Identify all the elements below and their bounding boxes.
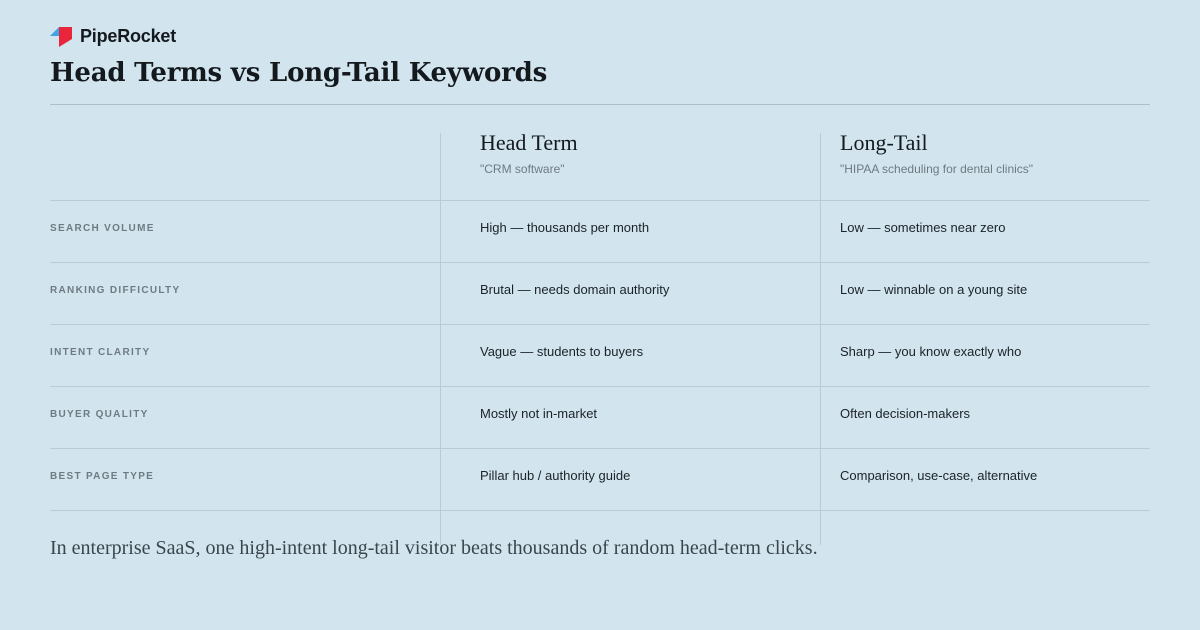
row-divider [50,262,1150,263]
row-divider [50,510,1150,511]
cell-long-tail-ranking-difficulty: Low — winnable on a young site [840,282,1028,297]
row-divider [50,386,1150,387]
cell-head-ranking-difficulty: Brutal — needs domain authority [480,282,670,297]
title-divider [50,104,1150,105]
column-header-long-tail [840,131,1033,176]
row-divider [50,200,1150,201]
page-title: Head Terms vs Long-Tail Keywords [50,58,548,88]
column-example: "HIPAA scheduling for dental clinics" [840,162,1034,176]
cell-head-best-page-type: Pillar hub / authority guide [480,468,631,483]
column-header-head-term [480,131,578,176]
row-label-buyer-quality: BUYER QUALITY [50,409,149,420]
column-divider-long-tail [820,133,821,545]
piperocket-logo-icon [50,24,74,48]
row-divider [50,448,1150,449]
row-label-best-page-type: BEST PAGE TYPE [50,471,155,482]
footer-note: In enterprise SaaS, one high-intent long-tail visitor beats thousands of random head-term clicks. [50,537,818,559]
column-title: Head Term [480,130,578,155]
cell-head-search-volume: High — thousands per month [480,220,650,235]
cell-head-buyer-quality: Mostly not in-market [480,406,598,421]
column-example: "CRM software" [480,162,565,176]
column-title: Long-Tail [840,130,928,155]
cell-long-tail-best-page-type: Comparison, use-case, alternative [840,468,1038,483]
cell-long-tail-intent-clarity: Sharp — you know exactly who [840,344,1022,359]
cell-long-tail-buyer-quality: Often decision-makers [840,406,971,421]
row-label-intent-clarity: INTENT CLARITY [50,347,151,358]
row-label-search-volume: SEARCH VOLUME [50,223,155,234]
cell-long-tail-search-volume: Low — sometimes near zero [840,220,1006,235]
cell-head-intent-clarity: Vague — students to buyers [480,344,644,359]
row-divider [50,324,1150,325]
row-label-ranking-difficulty: RANKING DIFFICULTY [50,285,181,296]
brand [50,24,176,48]
brand-name: PipeRocket [80,25,177,46]
column-divider-head [440,133,441,545]
